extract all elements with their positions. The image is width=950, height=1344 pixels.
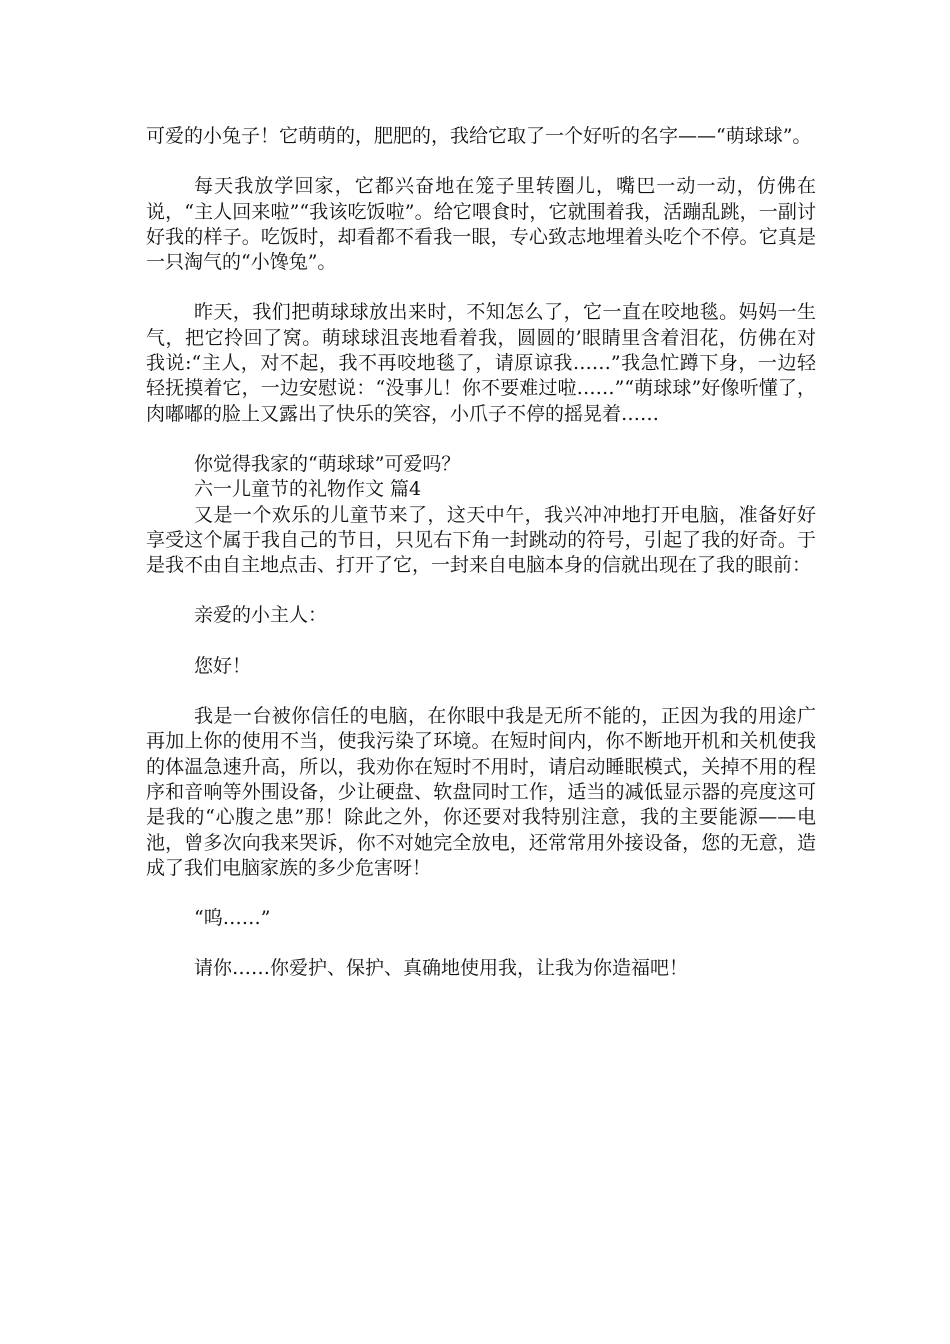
letter-salutation: 亲爱的小主人：	[194, 604, 328, 627]
letter-closing: 请你……你爱护、保护、真确地使用我，让我为你造福吧！	[194, 957, 689, 980]
essay-title-part-4: 六一儿童节的礼物作文 篇4	[194, 478, 422, 501]
document-body	[146, 124, 816, 982]
letter-greeting: 您好！	[194, 654, 252, 677]
paragraph-question: 你觉得我家的“萌球球”可爱吗？	[194, 452, 461, 475]
paragraph-yesterday: 昨天，我们把萌球球放出来时，不知怎么了，它一直在咬地毯。妈妈一生气，把它拎回了窝。萌球球沮丧地看着我，圆圆的’眼睛里含着泪花，仿佛在对我说:“主人，对不起，我不再咬地毯了，请原谅我……”我急忙蹲下身，一边轻轻抚摸着它，一边安慰说：“没事儿！你不要难过啦……”“萌球球”好像听懂了，肉嘟嘟的脸上又露出了快乐的笑容，小爪子不停的摇晃着……	[146, 301, 816, 425]
paragraph-childrens-day: 又是一个欢乐的儿童节来了，这天中午，我兴冲冲地打开电脑，准备好好享受这个属于我自己的节日，只见右下角一封跳动的符号，引起了我的好奇。于是我不由自主地点击、打开了它，一封来自电脑本身的信就出现在了我的眼前：	[146, 503, 816, 577]
letter-body: 我是一台被你信任的电脑，在你眼中我是无所不能的，正因为我的用途广再加上你的使用不当，使我污染了环境。在短时间内，你不断地开机和关机使我的体温急速升高，所以，我劝你在短时不用时，请启动睡眠模式，关掉不用的程序和音响等外围设备，少让硬盘、软盘同时工作，适当的减低显示器的亮度这可是我的“心腹之患”那！除此之外，你还要对我特别注意，我的主要能源——电池，曾多次向我来哭诉，你不对她完全放电，还常常用外接设备，您的无意，造成了我们电脑家族的多少危害呀！	[146, 705, 816, 879]
letter-sob: “呜……”	[194, 907, 271, 930]
paragraph-rabbit-intro: 可爱的小兔子！它萌萌的，肥肥的，我给它取了一个好听的名字——“萌球球”。	[146, 125, 812, 147]
paragraph-after-school: 每天我放学回家，它都兴奋地在笼子里转圈儿，嘴巴一动一动，仿佛在说，“主人回来啦”“我该吃饭啦”。给它喂食时，它就围着我，活蹦乱跳，一副讨好我的样子。吃饭时，却看都不看我一眼，专心致志地埋着头吃个不停。它真是一只淘气的“小馋兔”。	[146, 175, 816, 274]
